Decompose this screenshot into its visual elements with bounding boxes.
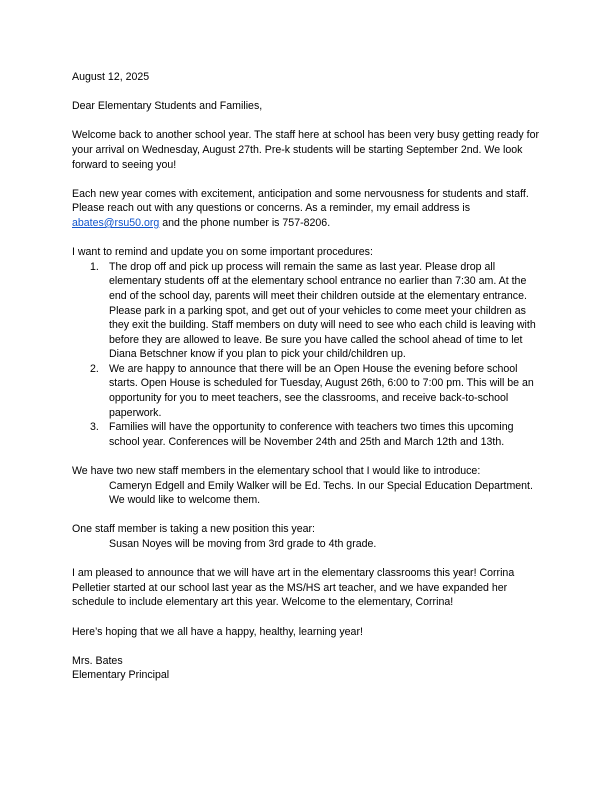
spacer bbox=[72, 85, 542, 100]
list-item-text: We are happy to announce that there will be an Open House the evening before school starts. Open House is scheduled for Tuesday, August 26th, 6:00 to 7:00 pm. This will be an opportunity for you to meet teachers, see the classrooms, and receive back-to-school paperwork. bbox=[109, 362, 534, 419]
letter-page bbox=[72, 70, 542, 683]
contact-text: Each new year comes with excitement, anticipation and some nervousness for students and staff. Please reach out with any questions or concerns. As a reminder, my email address is bbox=[72, 187, 529, 215]
spacer bbox=[72, 449, 542, 464]
list-item-text: Families will have the opportunity to conference with teachers two times this upcoming school year. Conferences will be November 24th and 25th and March 12th and 13th. bbox=[109, 421, 514, 448]
list-item bbox=[72, 420, 542, 449]
spacer bbox=[72, 552, 542, 567]
email-link[interactable]: abates@rsu50.org bbox=[72, 216, 160, 229]
closing-line: Here’s hoping that we all have a happy, healthy, learning year! bbox=[72, 625, 363, 638]
list-item bbox=[72, 362, 542, 420]
position-change-detail: Susan Noyes will be moving from 3rd grade to 4th grade. bbox=[109, 538, 377, 550]
salutation: Dear Elementary Students and Families, bbox=[72, 100, 263, 113]
list-item-text: The drop off and pick up process will remain the same as last year. Please drop all elementary students off at the elementary school entrance no earlier than 7:30 am. At the end of the school day, parents will meet their children outside at the elementary entrance. Please park in a parking spot, and get out of your vehicles to come meet your children as they exit the building. Staff members on duty will need to see who each child is leaving with before they are allowed to leave. Be sure you have called the school ahead of time to let Diana Betschner know if you plan to pick your child/children up. bbox=[109, 260, 536, 361]
signature-title: Elementary Principal bbox=[72, 669, 170, 682]
list-item-number: 1. bbox=[90, 260, 99, 273]
procedures-intro: I want to remind and update you on some important procedures: bbox=[72, 246, 373, 259]
phone-text: and the phone number is 757-8206. bbox=[159, 216, 331, 229]
new-staff-detail: Cameryn Edgell and Emily Walker will be Ed. Techs. In our Special Education Department. We would like to welcome them. bbox=[109, 479, 533, 507]
contact-paragraph bbox=[72, 187, 542, 231]
list-item-number: 2. bbox=[90, 362, 99, 375]
new-staff-intro: We have two new staff members in the elementary school that I would like to introduce: bbox=[72, 465, 481, 478]
procedures-list bbox=[72, 260, 542, 450]
spacer bbox=[72, 231, 542, 246]
spacer bbox=[72, 114, 542, 129]
spacer bbox=[72, 172, 542, 187]
letter-date: August 12, 2025 bbox=[72, 71, 150, 83]
spacer bbox=[72, 610, 542, 625]
art-paragraph: I am pleased to announce that we will have art in the elementary classrooms this year! Corrina Pelletier started at our school last year as the MS/HS art teacher, and we have expanded her schedule to include elementary art this year. Welcome to the elementary, Corrina! bbox=[72, 567, 515, 609]
list-item-number: 3. bbox=[90, 421, 99, 434]
spacer bbox=[72, 508, 542, 523]
list-item bbox=[72, 260, 542, 362]
position-change-intro: One staff member is taking a new position this year: bbox=[72, 523, 315, 536]
signature-name: Mrs. Bates bbox=[72, 654, 123, 667]
welcome-paragraph: Welcome back to another school year. The staff here at school has been very busy getting ready for your arrival on Wednesday, August 27th. Pre-k students will be starting September 2nd. We look forward to seeing you! bbox=[72, 129, 539, 171]
spacer bbox=[72, 639, 542, 654]
